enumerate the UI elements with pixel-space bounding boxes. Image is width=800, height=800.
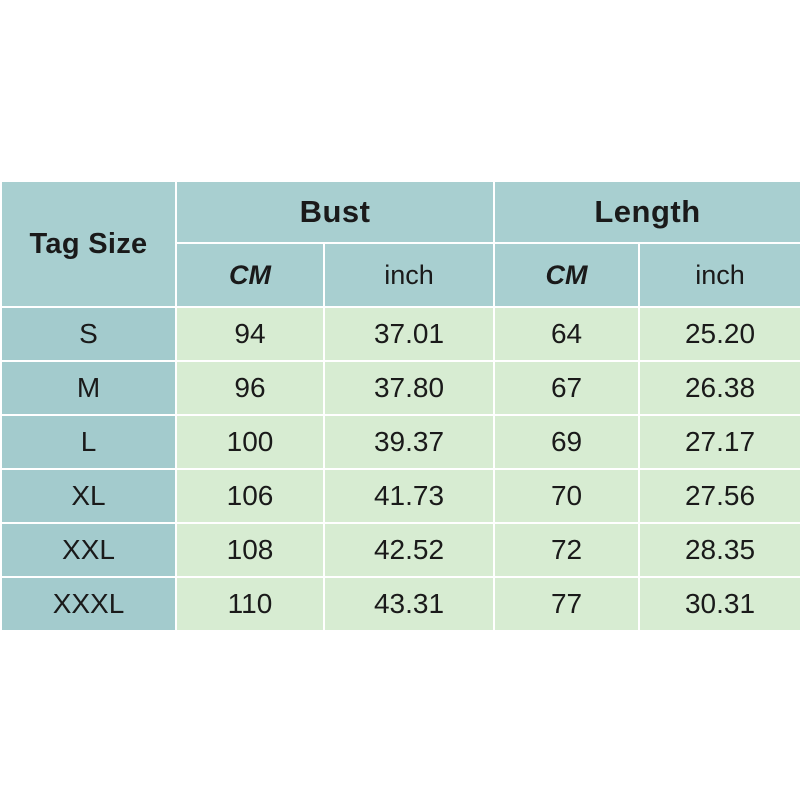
cell-bust-cm: 94 bbox=[176, 307, 324, 361]
header-length-inch: inch bbox=[639, 243, 800, 307]
cell-bust-inch: 37.80 bbox=[324, 361, 494, 415]
cell-bust-cm: 110 bbox=[176, 577, 324, 631]
table-row bbox=[1, 415, 800, 469]
cell-size: XL bbox=[1, 469, 176, 523]
cell-size: M bbox=[1, 361, 176, 415]
cell-length-inch: 28.35 bbox=[639, 523, 800, 577]
cell-length-cm: 64 bbox=[494, 307, 639, 361]
table-row bbox=[1, 361, 800, 415]
table-row bbox=[1, 523, 800, 577]
cell-size: XXXL bbox=[1, 577, 176, 631]
table-row bbox=[1, 469, 800, 523]
cell-length-cm: 77 bbox=[494, 577, 639, 631]
cell-length-inch: 27.56 bbox=[639, 469, 800, 523]
cell-bust-inch: 43.31 bbox=[324, 577, 494, 631]
cell-bust-inch: 42.52 bbox=[324, 523, 494, 577]
size-chart-table-container bbox=[0, 180, 800, 632]
cell-bust-cm: 96 bbox=[176, 361, 324, 415]
cell-bust-inch: 39.37 bbox=[324, 415, 494, 469]
table-row bbox=[1, 307, 800, 361]
table-row bbox=[1, 577, 800, 631]
cell-length-cm: 70 bbox=[494, 469, 639, 523]
header-tag-size: Tag Size bbox=[1, 181, 176, 307]
cell-length-cm: 67 bbox=[494, 361, 639, 415]
size-chart-table bbox=[0, 180, 800, 632]
cell-size: S bbox=[1, 307, 176, 361]
cell-length-cm: 69 bbox=[494, 415, 639, 469]
cell-bust-cm: 108 bbox=[176, 523, 324, 577]
cell-length-inch: 30.31 bbox=[639, 577, 800, 631]
header-group-length: Length bbox=[494, 181, 800, 243]
cell-length-inch: 27.17 bbox=[639, 415, 800, 469]
cell-size: L bbox=[1, 415, 176, 469]
cell-bust-inch: 37.01 bbox=[324, 307, 494, 361]
cell-size: XXL bbox=[1, 523, 176, 577]
header-bust-inch: inch bbox=[324, 243, 494, 307]
cell-length-cm: 72 bbox=[494, 523, 639, 577]
cell-length-inch: 26.38 bbox=[639, 361, 800, 415]
cell-bust-inch: 41.73 bbox=[324, 469, 494, 523]
header-group-bust: Bust bbox=[176, 181, 494, 243]
table-header-group-row bbox=[1, 181, 800, 243]
cell-length-inch: 25.20 bbox=[639, 307, 800, 361]
cell-bust-cm: 106 bbox=[176, 469, 324, 523]
cell-bust-cm: 100 bbox=[176, 415, 324, 469]
header-length-cm: CM bbox=[494, 243, 639, 307]
header-bust-cm: CM bbox=[176, 243, 324, 307]
